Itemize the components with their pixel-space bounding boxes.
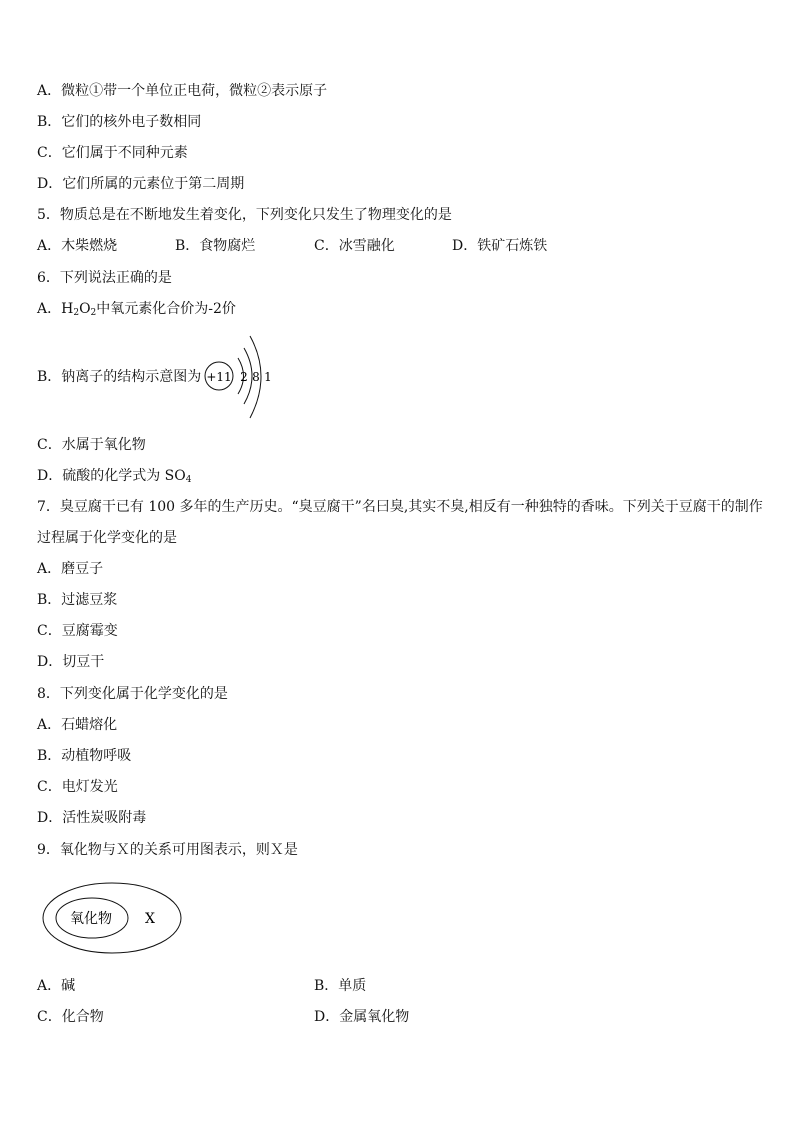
- q5-option-c: C．冰雪融化: [314, 238, 395, 254]
- q5-option-d: D．铁矿石炼铁: [452, 238, 548, 254]
- q8-option-a: A．石蜡熔化: [37, 717, 118, 733]
- q7-option-a: A．磨豆子: [37, 561, 104, 577]
- q6-option-a: [37, 300, 236, 322]
- shell-electrons-3: 1: [264, 370, 272, 384]
- q4-option-c: C．它们属于不同种元素: [37, 145, 188, 161]
- inner-label-oxide: 氧化物: [70, 911, 112, 927]
- q7-stem-line1: 7．臭豆腐干已有 100 多年的生产历史。“臭豆腐干”名曰臭,其实不臭,相反有一种独特的香味。下列关于豆腐干的制作: [37, 499, 763, 515]
- q6-option-b-text: B．钠离子的结构示意图为: [37, 369, 202, 385]
- q9-option-d: D．金属氧化物: [314, 1009, 410, 1025]
- q4-option-a: A．微粒①带一个单位正电荷，微粒②表示原子: [37, 83, 328, 99]
- sodium-ion-structure-diagram: [200, 330, 290, 420]
- q6-option-a-prefix: A．H: [37, 301, 74, 317]
- q6-option-a-mid: O: [79, 301, 91, 317]
- outer-label-x: X: [145, 911, 155, 927]
- q8-option-c: C．电灯发光: [37, 779, 118, 795]
- shell-electrons-2: 8: [252, 370, 260, 384]
- q5-option-a: A．木柴燃烧: [37, 238, 118, 254]
- q7-option-c: C．豆腐霉变: [37, 623, 118, 639]
- q6-option-d-prefix: D．硫酸的化学式为 SO: [37, 468, 186, 484]
- q5-option-b: B．食物腐烂: [175, 238, 256, 254]
- q6-option-a-suffix: 中氧元素化合价为-2价: [96, 301, 236, 317]
- q6-option-a-sub2: 2: [90, 308, 97, 318]
- q5-stem: 5．物质总是在不断地发生着变化，下列变化只发生了物理变化的是: [37, 207, 452, 223]
- q8-option-d: D．活性炭吸附毒: [37, 810, 147, 826]
- q7-option-b: B．过滤豆浆: [37, 592, 118, 608]
- nucleus-charge: +11: [206, 370, 232, 384]
- q6-option-d: [37, 467, 191, 489]
- q6-option-a-sub1: 2: [73, 308, 80, 318]
- shell-electrons-1: 2: [240, 370, 248, 384]
- q7-stem-line2: 过程属于化学变化的是: [37, 530, 177, 546]
- q9-option-c: C．化合物: [37, 1009, 104, 1025]
- q9-option-a: A．碱: [37, 978, 76, 994]
- q4-option-b: B．它们的核外电子数相同: [37, 114, 202, 130]
- q8-stem: 8．下列变化属于化学变化的是: [37, 686, 228, 702]
- q4-option-d: D．它们所属的元素位于第二周期: [37, 176, 245, 192]
- q6-stem: 6．下列说法正确的是: [37, 270, 172, 286]
- outer-ellipse: [43, 883, 181, 953]
- q6-option-c: C．水属于氧化物: [37, 437, 146, 453]
- q9-option-b: B．单质: [314, 978, 367, 994]
- oxide-relationship-diagram: [40, 880, 186, 956]
- q6-option-d-sub: 4: [185, 475, 192, 485]
- q7-option-d: D．切豆干: [37, 654, 105, 670]
- q9-stem: 9．氧化物与Ｘ的关系可用图表示，则Ｘ是: [37, 842, 298, 858]
- q8-option-b: B．动植物呼吸: [37, 748, 132, 764]
